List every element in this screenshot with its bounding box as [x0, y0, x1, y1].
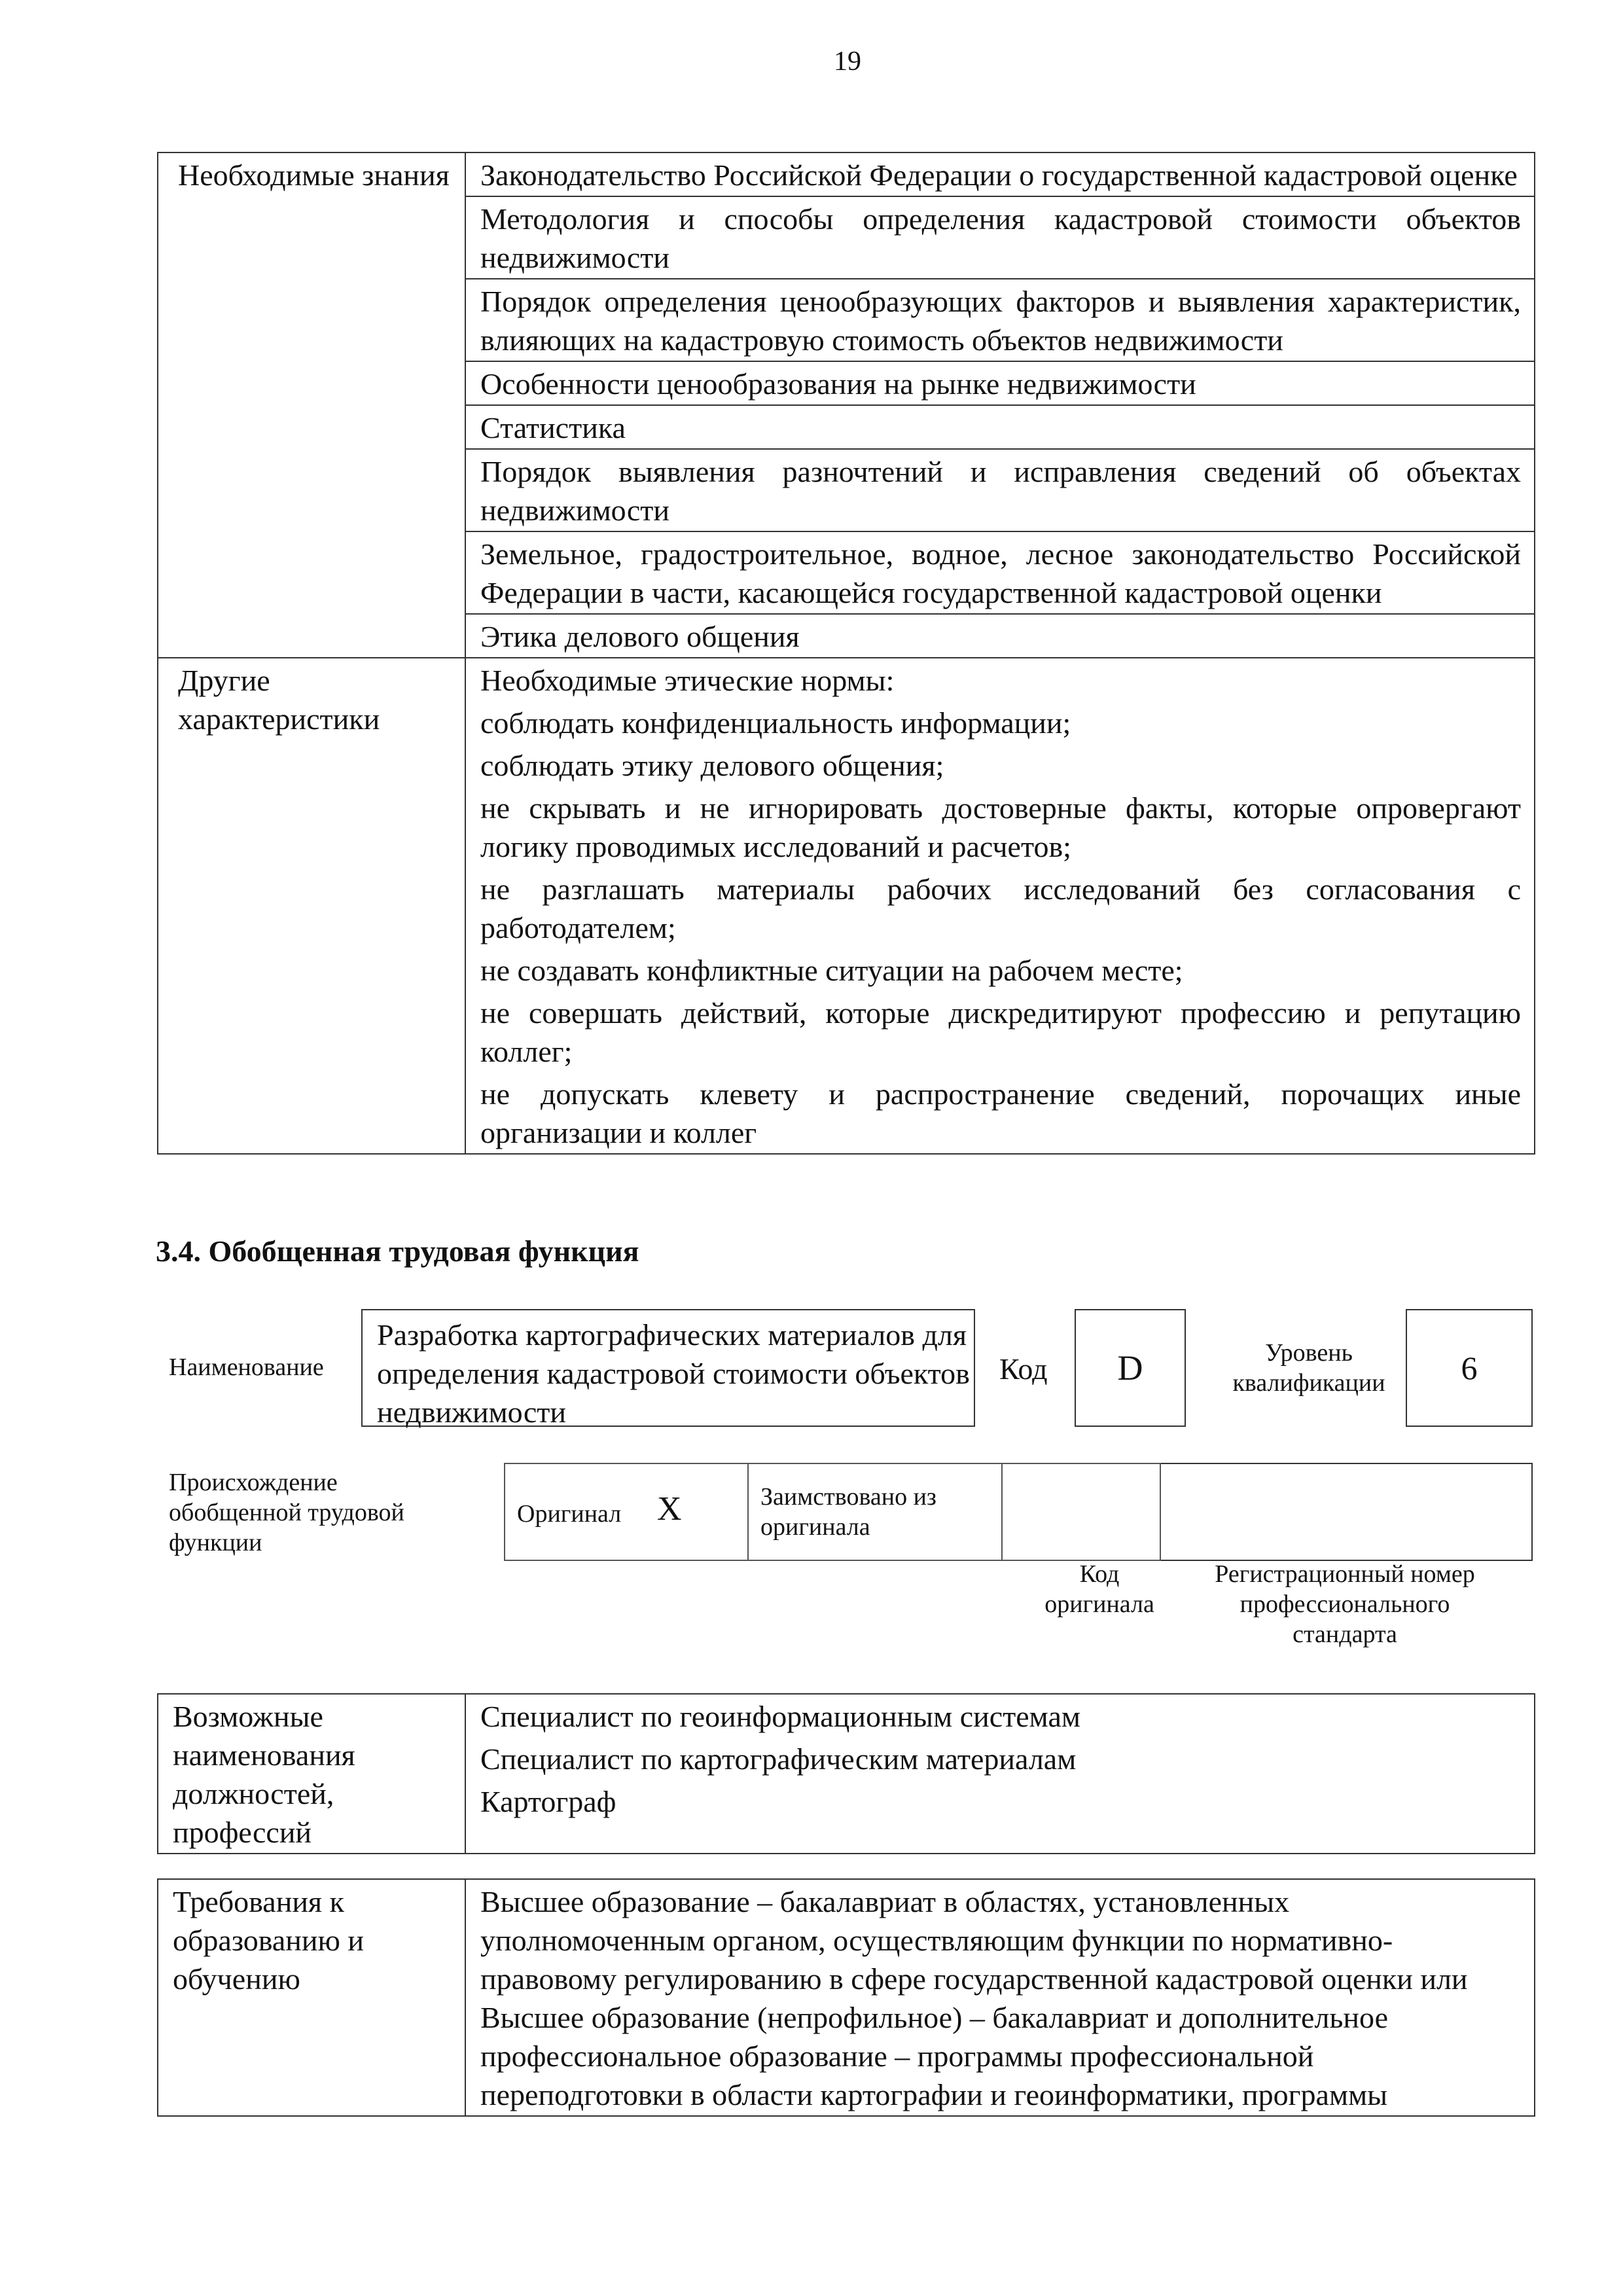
- code-value: D: [1117, 1348, 1143, 1388]
- ethics-line: не разглашать материалы рабочих исследований без согласования с работодателем;: [480, 872, 1521, 944]
- position-item: Специалист по геоинформационным системам: [480, 1700, 1080, 1733]
- name-label: Наименование: [169, 1354, 324, 1381]
- education-text: Высшее образование (непрофильное) – бакалавриат и дополнительное профессиональное образование – программы профессиональной переподготовки в области картографии и геоинформатики, программы: [480, 2001, 1389, 2111]
- code-caption: Код оригинала: [1044, 1560, 1154, 1618]
- level-label: Уровень квалификации: [1232, 1339, 1385, 1397]
- knowledge-item: Особенности ценообразования на рынке недвижимости: [465, 361, 1535, 405]
- knowledge-label: Необходимые знания: [158, 152, 465, 658]
- section-heading: 3.4. Обобщенная трудовая функция: [156, 1234, 639, 1268]
- ethics-line: не скрывать и не игнорировать достоверные факты, которые опровергают логику проводимых исследований и расчетов;: [480, 791, 1521, 863]
- level-value: 6: [1461, 1350, 1478, 1386]
- name-value: Разработка картографических материалов для определения кадастровой стоимости объектов недвижимости: [377, 1318, 970, 1429]
- reg-number-caption: Регистрационный номер профессионального стандарта: [1215, 1560, 1475, 1648]
- education-label: Требования к образованию и обучению: [158, 1879, 465, 2116]
- original-mark: X: [657, 1490, 682, 1528]
- other-label: Другие характеристики: [158, 658, 465, 1154]
- original-label: Оригинал: [517, 1500, 622, 1528]
- original-code-cell: [1001, 1463, 1161, 1561]
- positions-label: Возможные наименования должностей, профессий: [158, 1694, 465, 1854]
- education-table: [157, 1878, 1535, 2117]
- knowledge-item: Этика делового общения: [465, 614, 1535, 658]
- knowledge-item: Порядок выявления разночтений и исправления сведений об объектах недвижимости: [465, 449, 1535, 531]
- ethics-line: соблюдать конфиденциальность информации;: [480, 706, 1071, 740]
- education-content: [465, 1879, 1535, 2116]
- code-label: Код: [999, 1352, 1048, 1386]
- page-number: 19: [834, 46, 861, 77]
- knowledge-item: Статистика: [465, 405, 1535, 449]
- level-value-box: [1406, 1309, 1533, 1427]
- ethics-line: соблюдать этику делового общения;: [480, 749, 944, 782]
- name-value-box: [361, 1309, 975, 1427]
- ethics-line: не совершать действий, которые дискредитируют профессию и репутацию коллег;: [480, 996, 1521, 1068]
- knowledge-table: [157, 152, 1535, 1155]
- ethics-line: Необходимые этические нормы:: [480, 664, 895, 697]
- ethics-line: не допускать клевету и распространение сведений, порочащих иные организации и коллег: [480, 1077, 1521, 1149]
- position-item: Специалист по картографическим материалам: [480, 1742, 1077, 1776]
- education-text: Высшее образование – бакалавриат в областях, установленных уполномоченным органом, осуществляющим функции по нормативно-правовому регулированию в сфере государственной кадастровой оценки или: [480, 1885, 1468, 1996]
- code-value-box: [1075, 1309, 1186, 1427]
- other-content: [465, 658, 1535, 1154]
- origin-label: Происхождение обобщенной трудовой функции: [169, 1469, 404, 1556]
- position-item: Картограф: [480, 1785, 616, 1818]
- positions-content: [465, 1694, 1535, 1854]
- knowledge-item: Законодательство Российской Федерации о государственной кадастровой оценке: [465, 152, 1535, 196]
- ethics-line: не создавать конфликтные ситуации на рабочем месте;: [480, 954, 1183, 987]
- positions-table: [157, 1693, 1535, 1854]
- knowledge-item: Порядок определения ценообразующих факторов и выявления характеристик, влияющих на кадастровую стоимость объектов недвижимости: [465, 279, 1535, 361]
- knowledge-item: Методология и способы определения кадастровой стоимости объектов недвижимости: [465, 196, 1535, 279]
- borrowed-label: Заимствовано из оригинала: [760, 1483, 936, 1541]
- knowledge-item: Земельное, градостроительное, водное, лесное законодательство Российской Федерации в части, касающейся государственной кадастровой оценки: [465, 531, 1535, 614]
